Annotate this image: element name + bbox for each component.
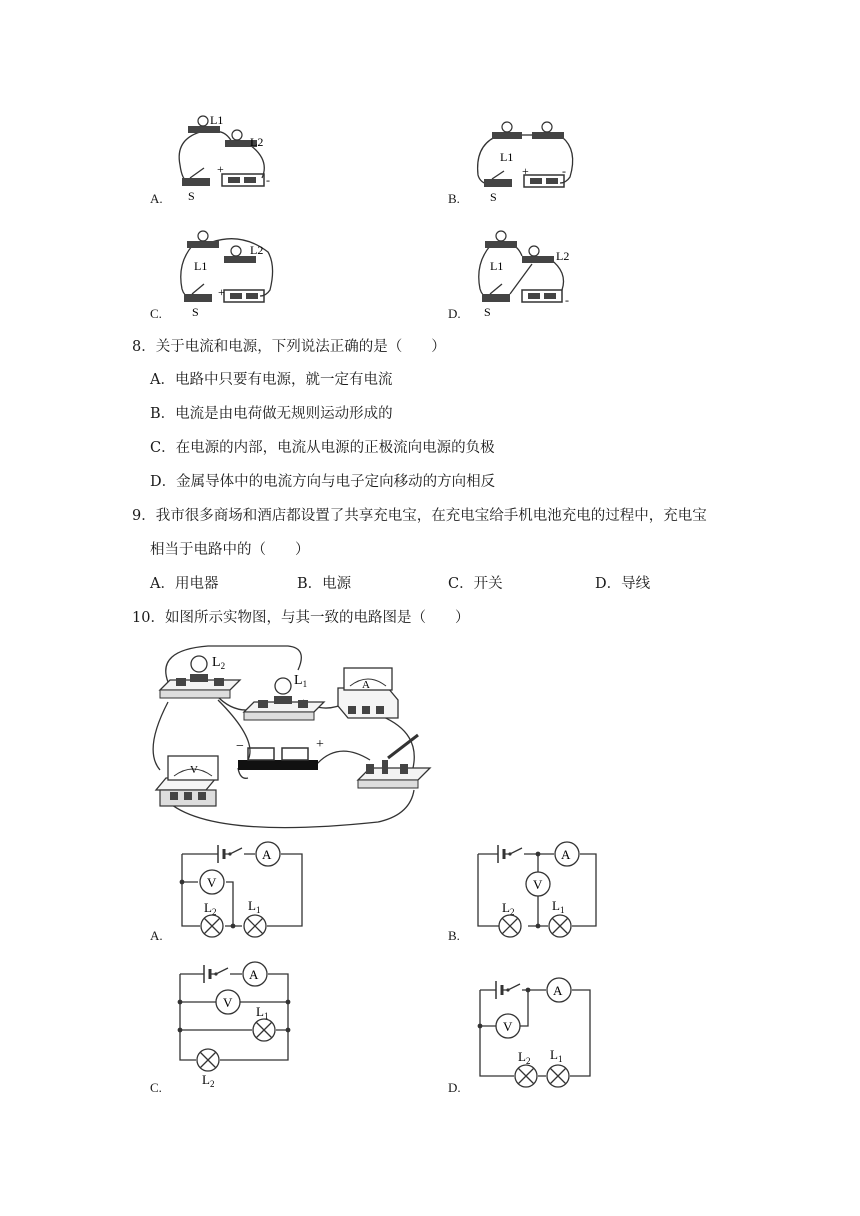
q10c-voltmeter: V [223,995,233,1010]
q7-option-c: C. [150,306,162,321]
q7b-l1: L1 [500,150,514,164]
q8-option-b: B．电流是由电荷做无规则运动形成的 [150,406,393,422]
q9-option-c: C．开关 [448,576,503,592]
q10-circuit-c [172,960,302,1090]
q10-circuit-d [472,968,602,1088]
q10-stem: 10．如图所示实物图，与其一致的电路图是（ ） [132,610,470,626]
q7c-l2: L2 [250,243,264,257]
q9-option-d: D．导线 [595,576,651,592]
q10-photo-ammeter-label: A [362,679,370,691]
q10c-ammeter: A [249,967,259,982]
q10c-l2: $L_2$ [202,1072,215,1089]
q7a-minus: - [266,173,270,187]
q7b-s: S [490,190,497,204]
q10-photo-minus: − [236,739,244,754]
q7-photo-c [172,224,282,319]
q10a-l2: $L_2$ [204,900,217,917]
q7c-plus: + [218,285,225,299]
q7-photo-d [470,224,585,319]
q9-option-a: A．用电器 [150,576,219,592]
q7d-l1: L1 [490,259,504,273]
q10a-l1: $L_1$ [248,898,261,915]
q7b-minus: - [562,164,566,178]
q7a-plus: + [217,162,224,176]
q10-option-d: D. [448,1080,461,1095]
q10d-voltmeter: V [503,1019,513,1034]
q10-photo-voltmeter-label: V [190,764,198,776]
q8-option-d: D．金属导体中的电流方向与电子定向移动的方向相反 [150,474,496,490]
q10-circuit-a [172,840,312,940]
q9-option-b: B．电源 [297,576,352,592]
q7d-minus: - [565,293,569,307]
q10-photo-plus: + [316,737,324,752]
q10d-l1: $L_1$ [550,1047,563,1064]
q10b-l1: $L_1$ [552,898,565,915]
q10-option-a: A. [150,928,163,943]
q10-photo-l2: $L_2$ [212,655,226,671]
q7a-l2: L2 [250,135,264,149]
q10-photo-l1: $L_1$ [294,673,308,689]
q7-option-d: D. [448,306,461,321]
q10-circuit-b [470,840,610,940]
q10b-ammeter: A [561,847,571,862]
q10a-ammeter: A [262,847,272,862]
q7-option-a: A. [150,191,163,206]
q7d-l2: L2 [556,249,570,263]
q10-option-c: C. [150,1080,162,1095]
q7-option-b: B. [448,191,460,206]
q7-photo-a [170,110,280,202]
q10a-voltmeter: V [207,875,217,890]
q10d-ammeter: A [553,983,563,998]
q10-real-circuit-photo [148,640,438,830]
q7c-s: S [192,305,199,319]
q8-option-c: C．在电源的内部，电流从电源的正极流向电源的负极 [150,440,495,456]
q8-option-a: A．电路中只要有电源，就一定有电流 [150,372,393,388]
q10b-voltmeter: V [533,877,543,892]
q10b-l2: $L_2$ [502,900,515,917]
q9-stem-line2: 相当于电路中的（ ） [150,542,310,558]
q7-photo-b [470,115,580,205]
q7a-l1: L1 [210,113,224,127]
q7c-l1: L1 [194,259,208,273]
q10c-l1: $L_1$ [256,1004,269,1021]
q7b-plus: + [522,164,529,178]
q10-option-b: B. [448,928,460,943]
q10d-l2: $L_2$ [518,1049,531,1066]
q8-stem: 8．关于电流和电源，下列说法正确的是（ ） [132,339,446,355]
q9-stem-line1: 9．我市很多商场和酒店都设置了共享充电宝，在充电宝给手机电池充电的过程中，充电宝 [132,508,707,524]
q7a-s: S [188,189,195,202]
q7d-s: S [484,305,491,319]
